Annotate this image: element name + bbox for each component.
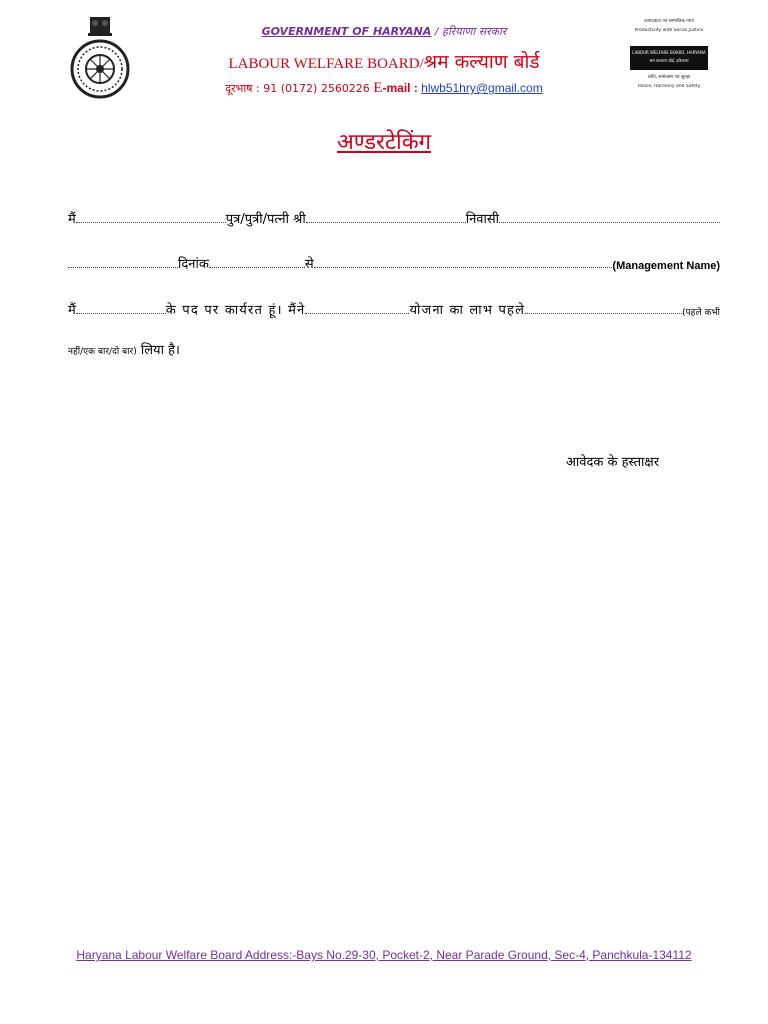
contact-line	[190, 80, 578, 97]
l4-options-label: नहीं/एक बार/दो बार)	[68, 347, 137, 357]
gov-hi: हरियाणा सरकार	[441, 25, 507, 38]
management-field[interactable]	[314, 266, 613, 268]
phone-number: 91 (0172) 2560226	[263, 82, 370, 95]
l1-resident-label: निवासी	[465, 212, 500, 227]
l1-main-label: मैं	[68, 212, 76, 227]
l4-end-label: लिया है।	[136, 343, 180, 358]
date-field[interactable]	[209, 266, 305, 268]
logo-box	[630, 46, 708, 70]
address-field[interactable]	[68, 266, 178, 268]
email-link[interactable]: hlwb51hry@gmail.com	[421, 81, 543, 95]
post-field[interactable]	[76, 312, 166, 314]
l2-from-label: से	[304, 257, 314, 272]
phone-label: दूरभाष :	[225, 82, 264, 95]
l2-management-label: (Management Name)	[612, 260, 720, 272]
gov-en: GOVERNMENT OF HARYANA	[261, 25, 432, 38]
resident-field[interactable]	[499, 221, 720, 223]
logo-box-line2: श्रम कल्याण बोर्ड, हरियाणा	[649, 58, 689, 63]
gov-sep: /	[431, 25, 442, 38]
applicant-signature-label: आवेदक के हस्ताक्षर	[566, 455, 660, 470]
page-title: अण्डरटेकिंग	[336, 130, 432, 155]
l3-scheme-label: योजना का लाभ पहले	[409, 303, 526, 318]
logo-top-line2: Productivity with Social Justice	[634, 28, 704, 33]
logo-top-line1: उत्पादकता एवं सामाजिक न्याय	[644, 19, 694, 24]
form-line-4	[68, 340, 720, 362]
email-label: E-mail :	[373, 80, 422, 96]
logo-bottom-line2: Peace, Harmony and Safety	[637, 84, 701, 89]
board-en: LABOUR WELFARE BOARD/	[228, 56, 424, 72]
board-hi: श्रम कल्याण बोर्ड	[423, 51, 540, 73]
board-logo	[628, 16, 710, 98]
previous-benefit-field[interactable]	[525, 312, 682, 314]
l3-main-label: मैं	[68, 303, 76, 318]
form-line-1	[68, 205, 720, 227]
scheme-field[interactable]	[305, 312, 409, 314]
board-name	[180, 48, 588, 74]
logo-bottom-line1: शांति, सामंजस्य एवं सुरक्षा	[647, 75, 691, 80]
l2-date-label: दिनांक	[178, 257, 209, 272]
form-line-2	[68, 250, 720, 272]
logo-box-line1: LABOUR WELFARE BOARD, HARYANA	[632, 50, 706, 55]
government-line	[200, 24, 568, 39]
footer-address: Haryana Labour Welfare Board Address:-Bays No.29-30, Pocket-2, Near Parade Ground, Sec-4, Panchkula-134112	[76, 948, 692, 962]
l1-relation-label: पुत्र/पुत्री/पत्नी श्री	[225, 212, 306, 227]
l3-options-label: (पहले कभी	[682, 308, 720, 318]
haryana-emblem-icon	[68, 15, 132, 99]
l3-post-label: के पद पर कार्यरत हूं। मैंने	[165, 303, 306, 318]
form-line-3	[68, 296, 720, 318]
name-field[interactable]	[76, 221, 226, 223]
relation-name-field[interactable]	[306, 221, 466, 223]
